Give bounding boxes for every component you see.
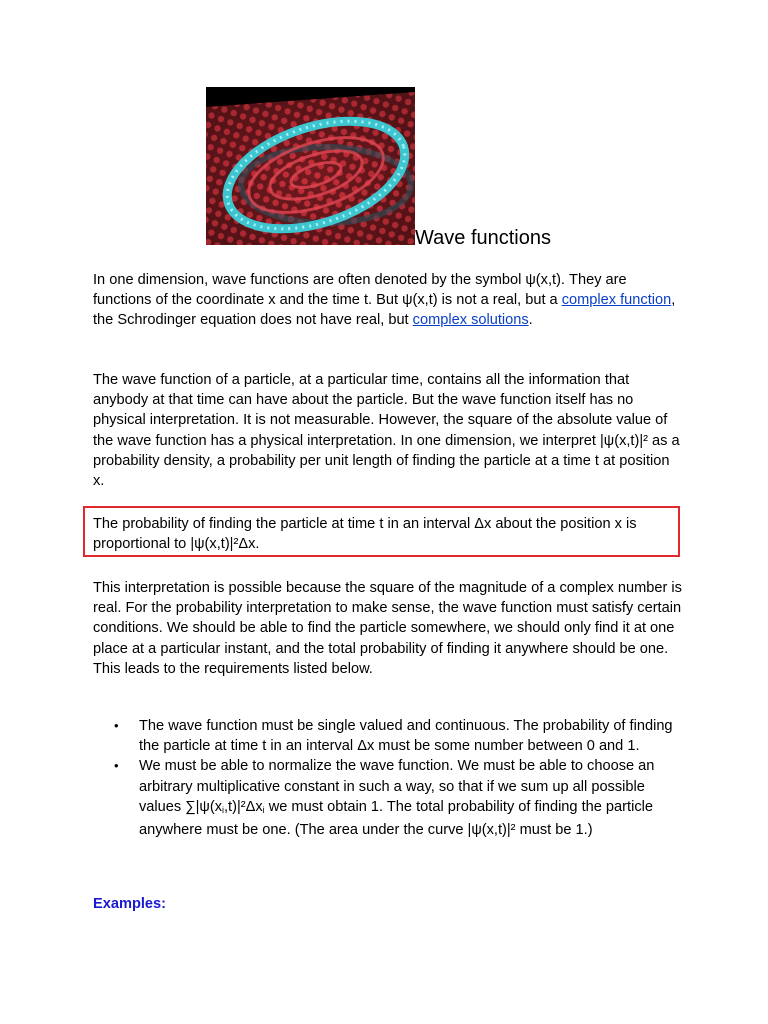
conditions-paragraph: This interpretation is possible because the square of the magnitude of a complex number is real. For the probability interpretation to make sense, the wave function must satisfy certain conditions. We should be able to find the particle somewhere, we should only find it at one place at a particular instant, and the total probability of finding it anywhere should be one. This leads to the requirements listed below. (93, 580, 682, 677)
page-title: Wave functions (415, 227, 551, 249)
intro-paragraph (93, 270, 683, 331)
examples-heading: Examples: (93, 896, 167, 912)
normalization-text-b: ,t)|²Δx (224, 798, 263, 815)
intro-text-a: In one dimension, wave functions are often denoted by the symbol ψ(x,t). They are functions of the coordinate x and the time t. But ψ(x,t) is not a real, but a (93, 272, 627, 309)
requirement-normalization (139, 758, 654, 838)
interpretation-paragraph: The wave function of a particle, at a particular time, contains all the information that anybody at that time can have about the particle. But the wave function itself has no physical interpretation. It is not measurable. However, the square of the absolute value of the wave function has a physical interpretation. In one dimension, we interpret |ψ(x,t)|² as a probability density, a probability per unit length of finding the particle at a time t at position x. (93, 372, 680, 490)
probability-statement: The probability of finding the particle at time t in an interval Δx about the position x is proportional to |ψ(x,t)|²Δx. (93, 516, 637, 553)
subscript-i: i (262, 804, 265, 815)
complex-function-link[interactable]: complex function (561, 292, 672, 309)
intro-text-b: , the Schrodinger equation does not have real, but (93, 292, 676, 329)
requirement-continuity: The wave function must be single valued and continuous. The probability of finding the particle at time t in an interval Δx must be some number between 0 and 1. (139, 718, 673, 755)
bullet-icon: • (114, 758, 119, 774)
requirements-list (93, 716, 683, 840)
list-item (93, 716, 683, 756)
subscript-i: i (222, 804, 224, 815)
intro-text-c: . (528, 312, 533, 329)
quantum-corral-image (206, 87, 415, 245)
normalization-text-c: we must obtain 1. The total probability of finding the particle anywhere must be one. (The area under the curve |ψ(x,t)|² must be 1.) (139, 798, 653, 839)
list-item (93, 756, 683, 840)
bullet-icon: • (114, 718, 119, 733)
normalization-text-a: We must be able to normalize the wave function. We must be able to choose an arbitrary multiplicative constant in such a way, so that if we sum up all possible values ∑|ψ(x (139, 758, 655, 815)
complex-solutions-link[interactable]: complex solutions (412, 312, 529, 329)
